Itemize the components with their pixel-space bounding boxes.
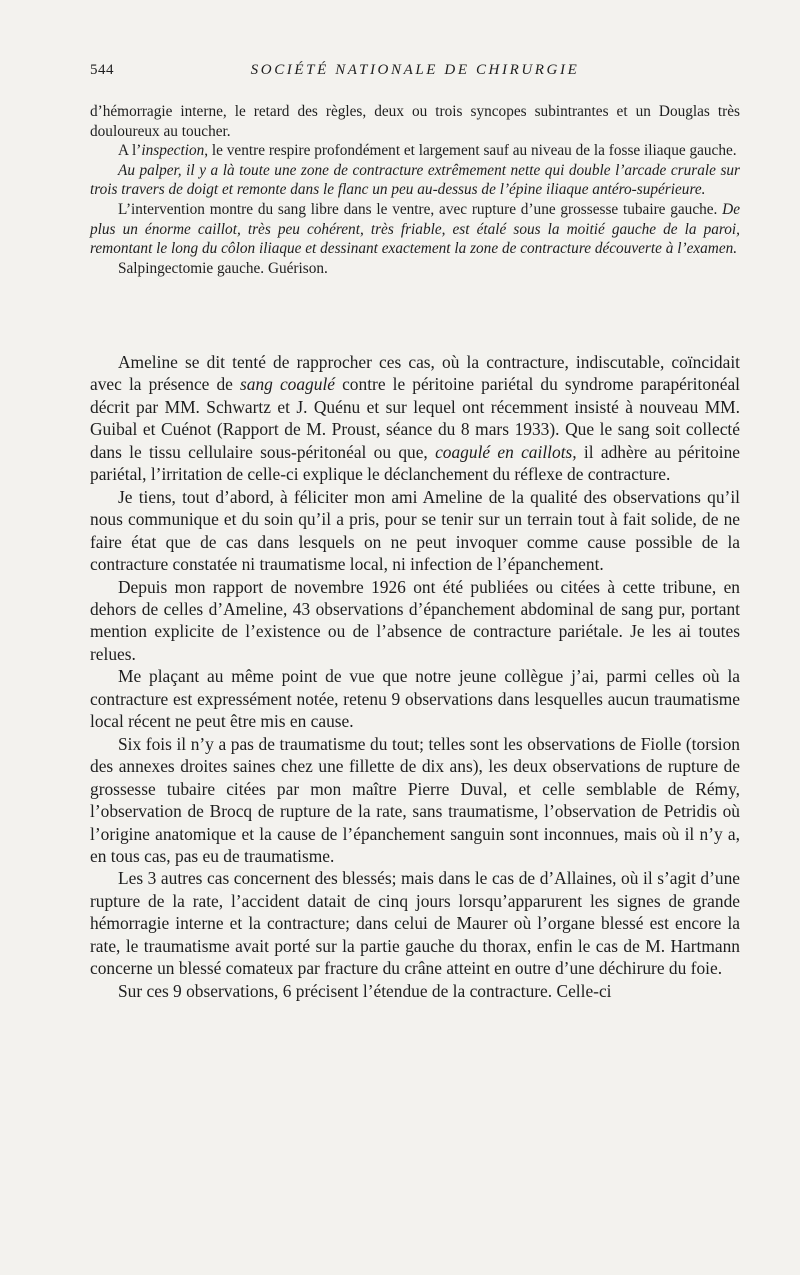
- page-header: [90, 62, 740, 86]
- body-paragraph-6: Les 3 autres cas concernent des blessés; mais dans le cas de d’Allaines, où il s’agit d’une rupture de la rate, l’accident datait de cinq jours lorsqu’apparurent les signes de grande hémorragie interne et la contracture; dans celui de Maurer où l’organe blessé est encore la rate, le traumatisme avait porté sur la partie gauche du thorax, enfin le cas de M. Hartmann concerne un blessé comateux par fracture du crâne atteint en outre d’une déchirure du foie.: [90, 868, 740, 979]
- running-head: SOCIÉTÉ NATIONALE DE CHIRURGIE: [250, 62, 580, 78]
- body-text-1-sang-coagule: sang coagulé: [240, 374, 335, 395]
- observation-text-2b: , le ventre respire profondément et largement sauf au niveau de la fosse iliaque gauche.: [204, 142, 737, 160]
- body-paragraph-1: [90, 351, 740, 486]
- observation-paragraph-3: [90, 161, 740, 200]
- body-paragraph-4: Me plaçant au même point de vue que notre jeune collègue j’ai, parmi celles où la contracture est expressément notée, retenu 9 observations dans lesquelles aucun traumatisme local récent ne peut être mis en cause.: [90, 666, 740, 732]
- body-paragraph-3: Depuis mon rapport de novembre 1926 ont été publiées ou citées à cette tribune, en dehors de celles d’Ameline, 43 observations d’épanchement abdominal de sang pur, portant mention explicite de l’existence ou de l’absence de contracture pariétale. Je les ai toutes relues.: [90, 576, 740, 664]
- body-paragraph-7: Sur ces 9 observations, 6 précisent l’étendue de la contracture. Celle-ci: [118, 980, 612, 1001]
- observation-paragraph-1: [90, 102, 740, 141]
- observation-paragraph-5: [90, 259, 740, 279]
- body-text-1b: contre le péritoine pariétal du syndrome parapéritonéal décrit par MM. Schwartz et J. Quénu et sur lequel ont récemment insisté à nouveau MM. Guibal et Cuénot (Rapport de M. Proust, séance du 8 mars 1933). Que le sang soit collecté dans le tissu cellulaire sous-péritonéal ou que,: [90, 374, 740, 462]
- body-paragraph-5: Six fois il n’y a pas de traumatisme du tout; telles sont les observations de Fiolle (torsion des annexes droites saines chez une fillette de dix ans), les deux observations de rupture de grossesse tubaire citées par mon maître Pierre Duval, et celle semblable de Rémy, l’observation de Brocq de rupture de la rate, sans traumatisme, l’observation de Petridis où l’origine anatomique et la cause de l’épanchement sanguin sont inconnues, mais où il n’y a, en tous cas, pas eu de traumatisme.: [90, 733, 740, 866]
- page-number: 544: [90, 62, 114, 78]
- observation-paragraph-4: [90, 200, 740, 259]
- observation-text-2a: A l’: [118, 142, 142, 160]
- observation-text-5: Salpingectomie gauche. Guérison.: [118, 259, 328, 277]
- observation-paragraph-2: [90, 141, 740, 161]
- observation-text-4a: L’intervention montre du sang libre dans le ventre, avec rupture d’une grossesse tubaire gauche.: [118, 200, 723, 218]
- observation-text-4b: De plus un énorme caillot, très peu cohérent, très friable, est étalé sous la moitié gauche de la paroi, remontant le long du côlon iliaque et dessinant exactement la zone de contracture découverte à l’examen.: [90, 200, 740, 258]
- observation-text-3: Au palper, il y a là toute une zone de contracture extrêmement nette qui double l’arcade crurale sur trois travers de doigt et remonte dans le flanc un peu au-dessus de l’épine iliaque antéro-supérieure.: [90, 161, 740, 199]
- body-paragraph-2: Je tiens, tout d’abord, à féliciter mon ami Ameline de la qualité des observations qu’il nous communique et du soin qu’il a pris, pour se tenir sur un terrain tout à fait solide, de ne faire état que de cas dans lesquels on ne peut invoquer comme cause possible de la contracture constatée ni traumatisme local, ni infection de l’épanchement.: [90, 486, 740, 575]
- main-text: [90, 351, 740, 1002]
- body-text-1a: Ameline se dit tenté de rapprocher ces cas, où la contracture, indiscutable, coïncidait avec la présence de: [90, 352, 740, 395]
- body-text-1c: il adhère au péritoine pariétal, l’irritation de celle-ci explique le déclanchement du réflexe de contracture.: [90, 441, 740, 485]
- observation-block: [90, 102, 740, 278]
- body-text-1-coagule-en-caillots: coagulé en caillots,: [435, 441, 577, 462]
- observation-text-1: d’hémorragie interne, le retard des règles, deux ou trois syncopes subintrantes et un Douglas très douloureux au toucher.: [90, 103, 740, 140]
- observation-term-inspection: inspection: [141, 142, 205, 160]
